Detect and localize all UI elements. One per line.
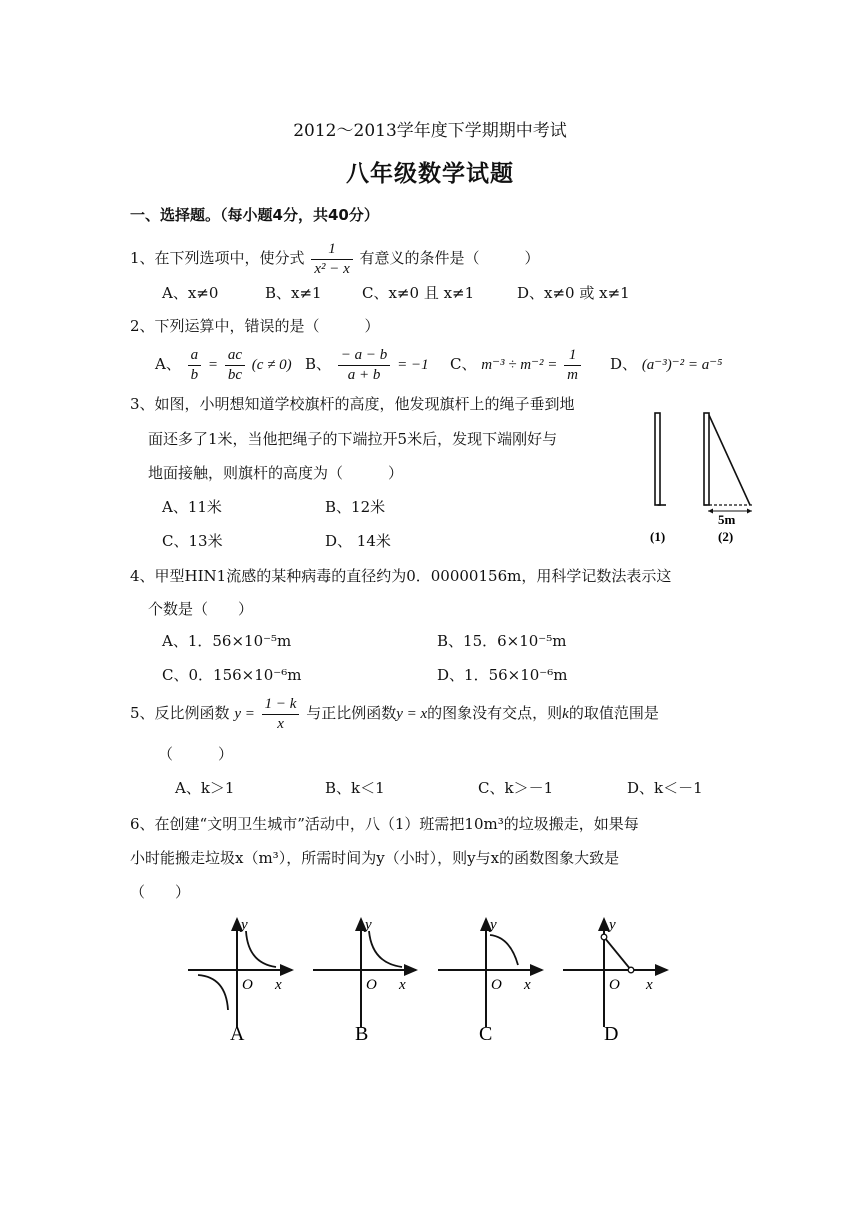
q2-c-expr: m⁻³ ÷ m⁻² = — [481, 357, 558, 373]
q1-option-b: B、x≠1 — [265, 284, 322, 302]
q2-d-label: D、 — [610, 355, 638, 373]
graph-c-label: C — [479, 1023, 493, 1045]
graph-d-x-label: x — [646, 977, 653, 993]
question-2: 2、下列运算中，错误的是（ ） — [130, 317, 380, 335]
q2-c-num: 1 — [564, 346, 581, 366]
q1-frac-num: 1 — [311, 240, 352, 260]
dimension-label: 5m — [718, 512, 736, 527]
q5-option-d: D、k＜－1 — [627, 779, 703, 797]
q1-option-d: D、x≠0 或 x≠1 — [517, 284, 630, 302]
q2-a-rhs-den: bc — [227, 366, 242, 383]
q3-option-a: A、11米 — [162, 498, 222, 516]
q5-eq2: y = x — [396, 706, 428, 722]
q2-option-b — [305, 342, 429, 387]
q2-option-a: A、 $\frac{a}{b}$ = $\frac{ac}{bc}$ (c ≠ 0) — [155, 346, 292, 383]
graph-a-x-label: x — [275, 977, 282, 993]
graph-c — [438, 917, 542, 1045]
graph-b-x-label: x — [399, 977, 406, 993]
q1-option-a: A、x≠0 — [162, 284, 219, 302]
question-6-line1: 6、在创建“文明卫生城市”活动中，八（1）班需把10m³的垃圾搬走，如果每 — [130, 815, 639, 833]
q4-option-b: B、15．6×10⁻⁵m — [437, 632, 567, 650]
q5-option-c: C、k＞－1 — [478, 779, 554, 797]
q2-b-label: B、 — [305, 355, 332, 373]
q5-text-after2: 的取值范围是 — [568, 704, 659, 722]
question-1 — [130, 236, 540, 280]
q5-frac-num: 1 − k — [262, 695, 300, 715]
graph-c-origin: O — [491, 977, 502, 993]
graph-a-y-label: y — [241, 917, 248, 933]
q3-option-b: B、12米 — [325, 498, 386, 516]
q2-a-rhs-num: ac — [225, 346, 245, 366]
graph-b-origin: O — [366, 977, 377, 993]
q2-c-label: C、 — [450, 355, 477, 373]
q1-text-before: 1、在下列选项中，使分式 — [130, 249, 305, 267]
question-3-line2: 面还多了1米，当他把绳子的下端拉开5米后，发现下端刚好与 — [148, 430, 558, 448]
question-6-paren: （ ） — [130, 883, 191, 901]
figure-label-1: (1) — [650, 529, 666, 544]
q2-b-num: − a − b — [338, 346, 391, 366]
graph-a-label: A — [230, 1023, 245, 1045]
q2-c-frac — [564, 346, 581, 385]
q2-c-den: m — [567, 366, 578, 383]
q5-y-eq: y = — [234, 706, 255, 722]
q5-text-before: 5、反比例函数 — [130, 704, 230, 722]
flagpole-1 — [655, 413, 660, 505]
question-3-line3: 地面接触，则旗杆的高度为（ ） — [148, 464, 404, 482]
graph-b-y-label: y — [365, 917, 372, 933]
graph-a — [188, 917, 292, 1045]
q2-a-lhs-num: a — [188, 346, 202, 366]
q2-option-c — [450, 342, 583, 387]
q5-option-a: A、k＞1 — [175, 779, 235, 797]
q2-a-cond: (c ≠ 0) — [251, 357, 292, 373]
q3-option-c: C、13米 — [162, 532, 223, 550]
section-heading: 一、选择题。（每小题4分，共40分） — [130, 206, 379, 224]
q5-paren: （ ） — [158, 745, 234, 763]
q4-option-d: D、1．56×10⁻⁶m — [437, 666, 568, 684]
exam-subtitle: 八年级数学试题 — [346, 161, 514, 187]
q2-a-rhs — [225, 346, 245, 385]
q4-option-c: C、0．156×10⁻⁶m — [162, 666, 302, 684]
graph-c-x-label: x — [524, 977, 531, 993]
q2-b-rhs: = −1 — [397, 357, 429, 373]
q2-d-expr: (a⁻³)⁻² = a⁻⁵ — [641, 357, 723, 373]
flagpole-figure — [640, 405, 770, 555]
rope-2 — [709, 415, 750, 505]
q2-b-den: a + b — [347, 366, 381, 383]
graph-d-label: D — [604, 1023, 619, 1045]
graph-b-label: B — [355, 1023, 369, 1045]
question-5 — [130, 690, 659, 737]
q5-option-b: B、k＜1 — [325, 779, 385, 797]
q1-text-after: 有意义的条件是（ ） — [359, 249, 540, 267]
q5-fraction — [262, 695, 300, 734]
q1-option-c: C、x≠0 且 x≠1 — [362, 284, 475, 302]
q5-frac-den: x — [277, 715, 284, 732]
q5-text-after1: 的图象没有交点，则 — [427, 704, 563, 722]
q3-option-d: D、 14米 — [325, 532, 391, 550]
graph-c-y-label: y — [490, 917, 497, 933]
graph-d-origin: O — [609, 977, 620, 993]
q1-frac-den: x² − x — [314, 260, 350, 277]
question-4-line1: 4、甲型HIN1流感的某种病毒的直径约为0．00000156m，用科学记数法表示这 — [130, 567, 672, 585]
q2-option-d — [610, 342, 722, 387]
q2-a-lhs-den: b — [190, 366, 199, 383]
q2-a-label: A、 — [155, 355, 181, 373]
q5-text-middle: 与正比例函数 — [306, 704, 397, 722]
figure-label-2: (2) — [718, 529, 734, 544]
q4-option-a: A、1．56×10⁻⁵m — [162, 632, 292, 650]
function-graphs — [180, 915, 670, 1050]
q2-a-lhs — [188, 346, 202, 385]
question-6-line2: 小时能搬走垃圾x（m³），所需时间为y（小时），则y与x的函数图象大致是 — [130, 849, 620, 867]
question-3-line1: 3、如图，小明想知道学校旗杆的高度，他发现旗杆上的绳子垂到地 — [130, 395, 575, 413]
q2-b-frac — [338, 346, 391, 385]
exam-title: 2012～2013学年度下学期期中考试 — [293, 121, 567, 141]
graph-b — [313, 917, 416, 1045]
q1-fraction — [311, 240, 352, 279]
graph-d — [563, 917, 667, 1045]
graph-d-y-label: y — [609, 917, 616, 933]
q5-k: k — [562, 706, 569, 722]
graph-a-origin: O — [242, 977, 253, 993]
flagpole-2 — [704, 413, 709, 505]
question-4-line2: 个数是（ ） — [148, 600, 254, 618]
